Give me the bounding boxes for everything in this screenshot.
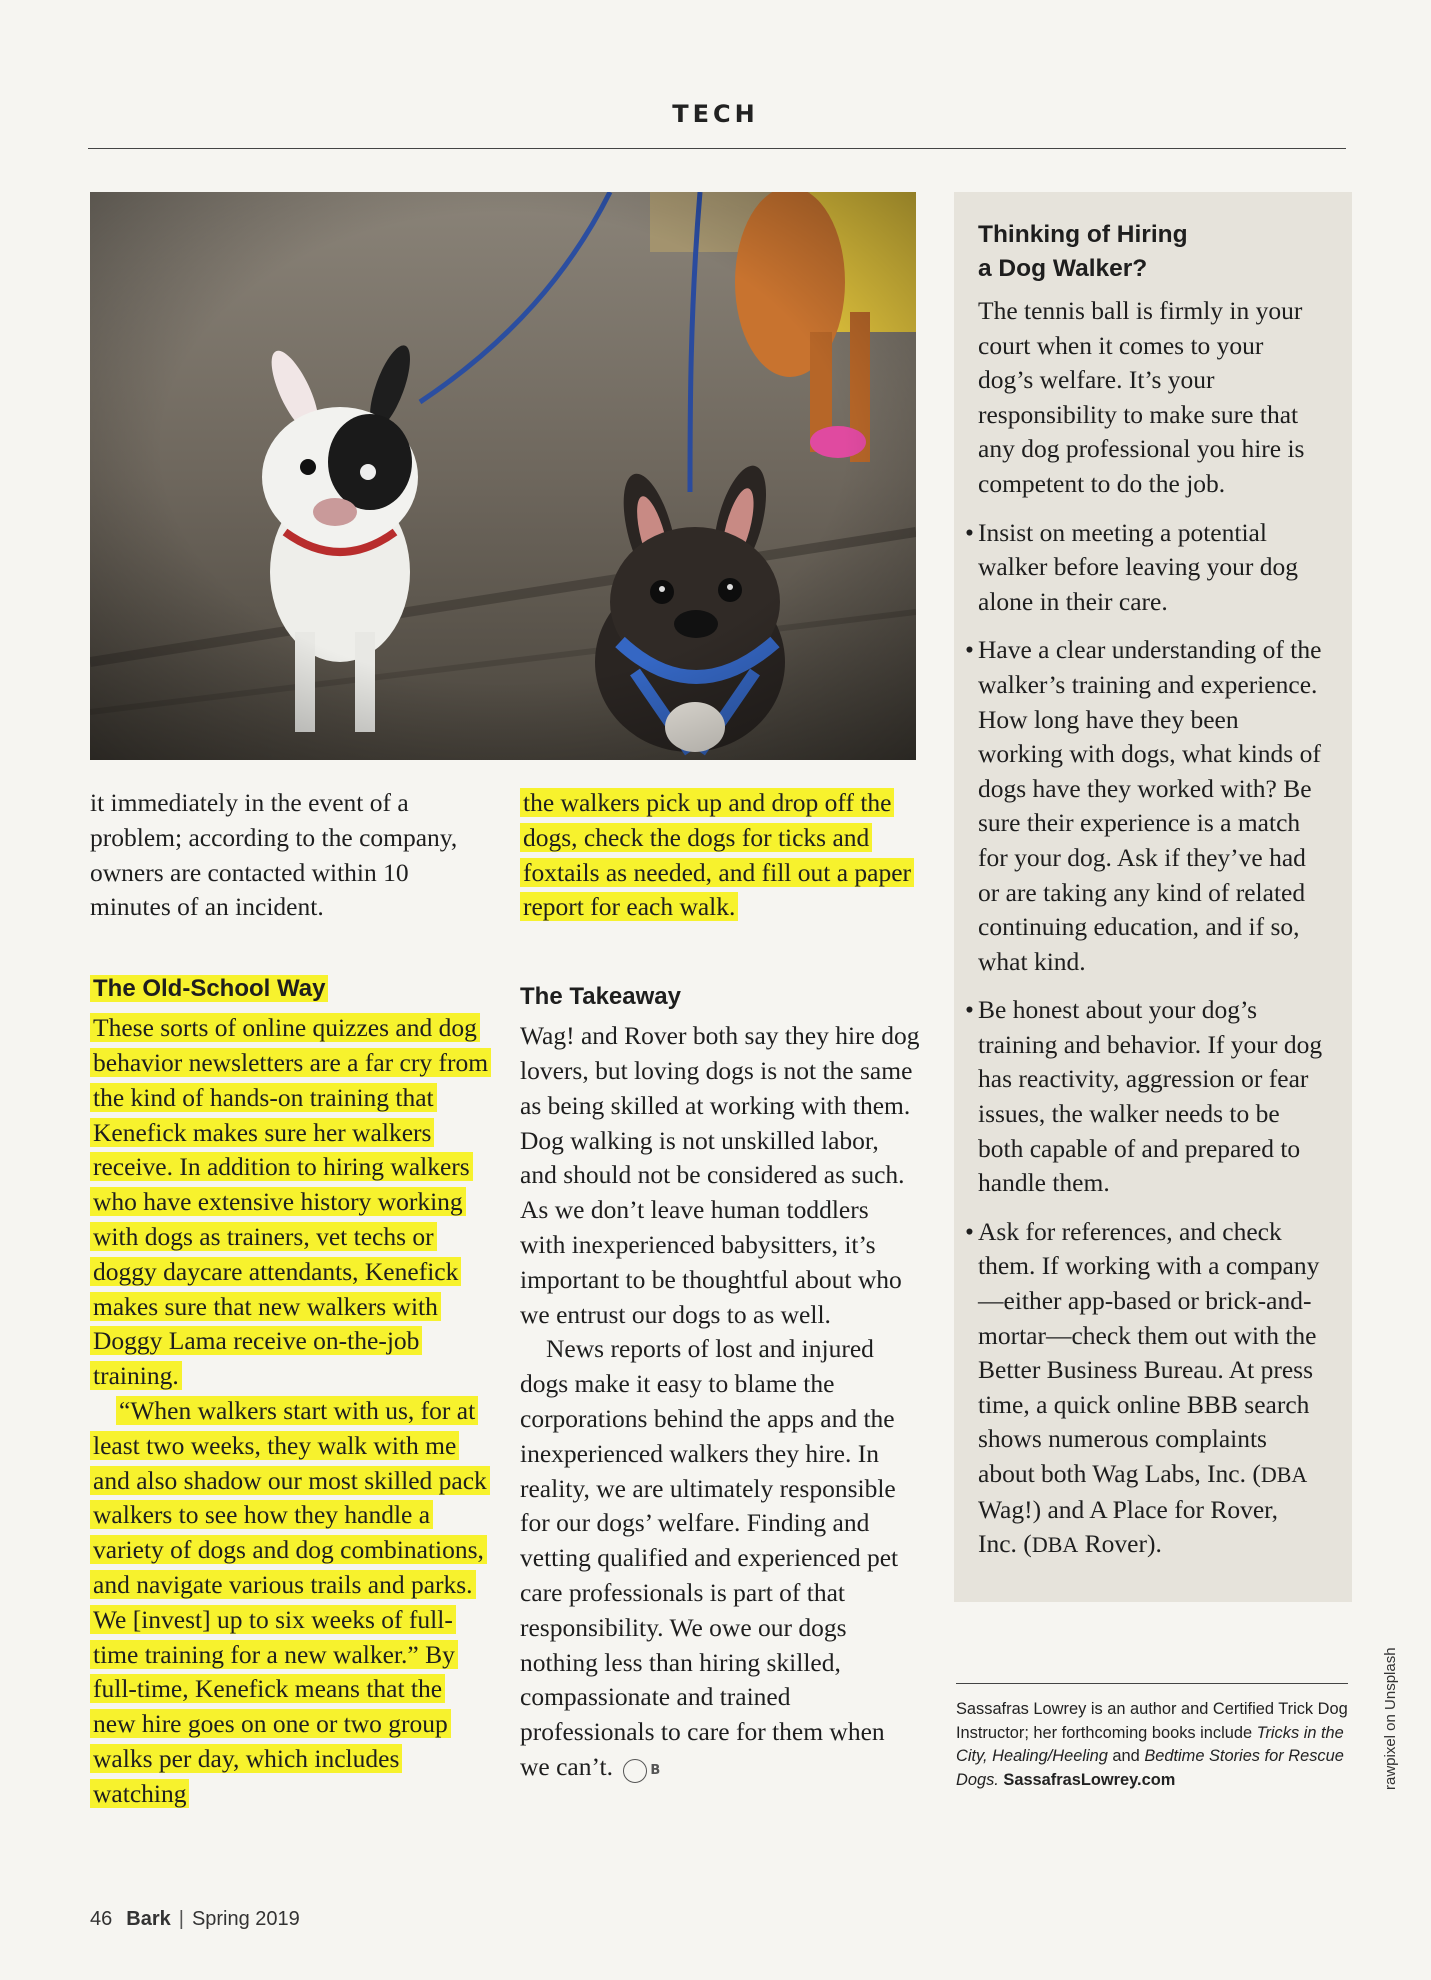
list-item (965, 633, 1323, 979)
takeaway-paragraph-1: Wag! and Rover both say they hire dog lovers, but loving dogs is not the same as being skilled at working with them. Dog walking is not unskilled labor, and should not be considered as such. As we don’t leave human toddlers with inexperienced babysitters, it’s important to be thoughtful about who we entrust our dogs to as well. (520, 1021, 920, 1329)
author-website: SassafrasLowrey.com (1003, 1770, 1176, 1789)
list-item (965, 993, 1323, 1201)
tip-text: Ask for references, and check them. If working with a company—either app-based or brick-and-mortar—check them out with the Better Business Bureau. At press time, a quick online BBB search shows numerous complaints about both Wag Labs, Inc. ( (978, 1216, 1320, 1488)
bullet-icon: • (965, 995, 974, 1025)
list-item (965, 1215, 1323, 1563)
old-school-paragraph-2: “When walkers start with us, for at least two weeks, they walk with me and also shadow our most skilled pack walkers to see how they handle a variety of dogs and dog combinations, and navigate various trails and parks. We [invest] up to six weeks of full-time training for a new walker.” By full-time, Kenefick means that the new hire goes on one or two group walks per day, which includes watching (90, 1396, 490, 1808)
column2-intro-paragraph: the walkers pick up and drop off the dogs, check the dogs for ticks and foxtails as needed, and fill out a paper report for each walk. (520, 788, 914, 921)
dba-abbrev: DBA (1260, 1462, 1308, 1487)
old-school-way-heading: The Old-School Way (90, 975, 328, 1002)
tip-text: Insist on meeting a potential walker before leaving your dog alone in their care. (978, 517, 1299, 616)
takeaway-heading: The Takeaway (520, 983, 681, 1011)
old-school-paragraph-1: These sorts of online quizzes and dog behavior newsletters are a far cry from the kind of hands-on training that Kenefick makes sure her walkers receive. In addition to hiring walkers who have extensive history working with dogs as trainers, vet techs or doggy daycare attendants, Kenefick makes sure that new walkers with Doggy Lama receive on-the-job training. (90, 1013, 491, 1390)
sidebar-title-line-1: Thinking of Hiring (978, 221, 1188, 248)
bio-text: and (1107, 1747, 1145, 1765)
author-bio (956, 1698, 1356, 1792)
footer-separator: | (178, 1908, 184, 1930)
section-label: TECH (672, 100, 759, 128)
bio-text: Sassafras Lowrey is an author and Certified Trick Dog Instructor; her forthcoming books include (956, 1700, 1348, 1742)
sidebar-intro: The tennis ball is firmly in your court when it comes to your dog’s welfare. It’s your responsibility to make sure that any dog professional you hire is competent to do the job. (978, 296, 1305, 498)
article-column-1 (90, 786, 490, 1812)
list-item (965, 516, 1323, 620)
column1-intro-paragraph: it immediately in the event of a problem; according to the company, owners are contacted within 10 minutes of an incident. (90, 788, 458, 922)
bio-rule (956, 1683, 1348, 1684)
sidebar-title-line-2: a Dog Walker? (978, 255, 1148, 282)
tip-text: Be honest about your dog’s training and behavior. If your dog has reactivity, aggression or fear issues, the walker needs to be both capable of and prepared to handle them. (978, 995, 1323, 1198)
article-column-2 (520, 786, 920, 1785)
magazine-name: Bark (126, 1908, 171, 1930)
bio-book-title: Bedtime Stories for Rescue Dogs. (956, 1747, 1344, 1789)
sidebar-tips-list (965, 516, 1323, 1563)
issue-date: Spring 2019 (191, 1908, 300, 1930)
sidebar-box (954, 192, 1352, 1602)
tip-text: Have a clear understanding of the walker’s training and experience. How long have they been working with dogs, what kinds of dogs have they worked with? Be sure their experience is a match for your dog. Ask if they’ve had or are taking any kind of related continuing education, and if so, what kind. (978, 635, 1322, 976)
tip-text: Rover). (1078, 1529, 1162, 1559)
bullet-icon: • (965, 517, 974, 547)
dogs-photo-illustration (90, 192, 916, 760)
page-footer (90, 1908, 300, 1931)
article-photo (90, 192, 916, 760)
photo-credit: rawpixel on Unsplash (1382, 1647, 1399, 1790)
page-number: 46 (90, 1908, 113, 1930)
sidebar-title (978, 218, 1323, 286)
header-rule (88, 148, 1346, 149)
end-mark-icon: B (623, 1759, 647, 1783)
bio-book-titles: Tricks in the City, Healing/Heeling (956, 1723, 1344, 1765)
takeaway-paragraph-2: News reports of lost and injured dogs make it easy to blame the corporations behind the apps and the inexperienced walkers they hire. In reality, we are ultimately responsible for our dogs’ welfare. Finding and vetting qualified and experienced pet care professionals is part of that responsibility. We owe our dogs nothing less than hiring skilled, compassionate and trained professionals to care for them when we can’t. (520, 1334, 899, 1781)
bullet-icon: • (965, 635, 974, 665)
tip-text: Wag!) and A Place for Rover, Inc. ( (978, 1494, 1278, 1559)
dba-abbrev: DBA (1031, 1532, 1079, 1558)
bullet-icon: • (965, 1216, 974, 1246)
